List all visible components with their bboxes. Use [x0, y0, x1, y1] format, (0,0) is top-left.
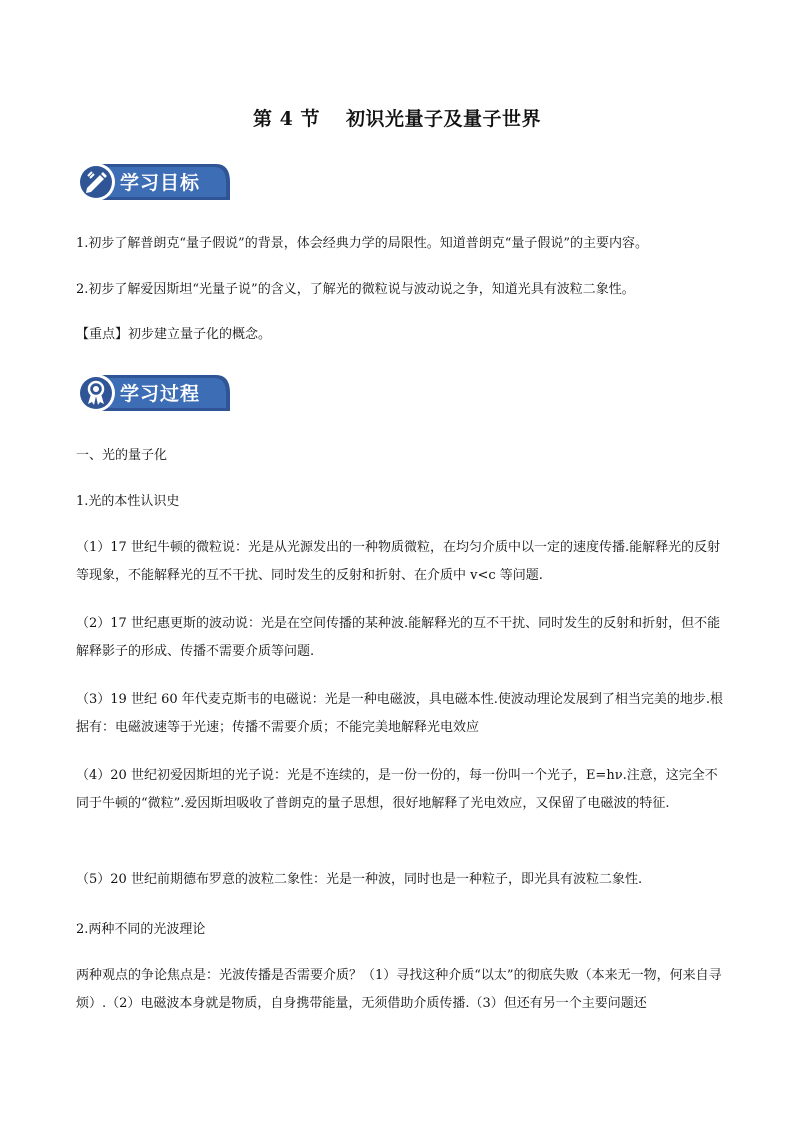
banner-label: 学习目标 — [120, 172, 201, 194]
banner-label: 学习过程 — [120, 383, 201, 405]
key-point: 【重点】初步建立量子化的概念。 — [76, 327, 272, 342]
section-heading: 一、光的量子化 — [76, 448, 168, 463]
learning-goals-banner — [76, 162, 232, 202]
award-ribbon-icon — [76, 373, 116, 413]
history-item-5: （5）20 世纪前期德布罗意的波粒二象性：光是一种波，同时也是一种粒子，即光具有波粒二象性. — [76, 872, 643, 887]
subsection-heading: 1.光的本性认识史 — [76, 494, 180, 509]
section-title: 初识光量子及量子世界 — [345, 108, 541, 130]
section-number: 第 4 节 — [253, 108, 320, 130]
debate-paragraph: 两种观点的争论焦点是：光波传播是否需要介质？（1）寻找这种介质“以太”的彻底失败（本来无一物，何来自寻烦）.（2）电磁波本身就是物质，自身携带能量，无须借助介质传播.（3）但还有另一个主要问题还 — [76, 968, 722, 1011]
learning-process-banner — [76, 373, 232, 413]
history-item-2: （2）17 世纪惠更斯的波动说：光是在空间传播的某种波.能解释光的互不干扰、同时发生的反射和折射，但不能解释影子的形成、传播不需要介质等问题. — [76, 616, 721, 659]
subsection-heading: 2.两种不同的光波理论 — [76, 922, 206, 937]
history-item-3: （3）19 世纪 60 年代麦克斯韦的电磁说：光是一种电磁波，具电磁本性.使波动理论发展到了相当完美的地步.根据有：电磁波速等于光速；传播不需要介质；不能完美地解释光电效应 — [76, 692, 724, 735]
pencil-ruler-icon — [76, 162, 116, 202]
goal-item-2: 2.初步了解爱因斯坦“光量子说”的含义，了解光的微粒说与波动说之争，知道光具有波粒二象性。 — [76, 282, 635, 297]
history-item-1: （1）17 世纪牛顿的微粒说：光是从光源发出的一种物质微粒，在均匀介质中以一定的速度传播.能解释光的反射等现象，不能解释光的互不干扰、同时发生的反射和折射、在介质中 v<c 等问题. — [76, 540, 721, 583]
history-item-4: （4）20 世纪初爱因斯坦的光子说：光是不连续的，是一份一份的，每一份叫一个光子，E=hν.注意，这完全不同于牛顿的“微粒”.爱因斯坦吸收了普朗克的量子思想，很好地解释了光电效应，又保留了电磁波的特征. — [76, 768, 718, 811]
goal-item-1: 1.初步了解普朗克“量子假说”的背景，体会经典力学的局限性。知道普朗克“量子假说”的主要内容。 — [76, 236, 648, 251]
page-title — [0, 104, 794, 131]
